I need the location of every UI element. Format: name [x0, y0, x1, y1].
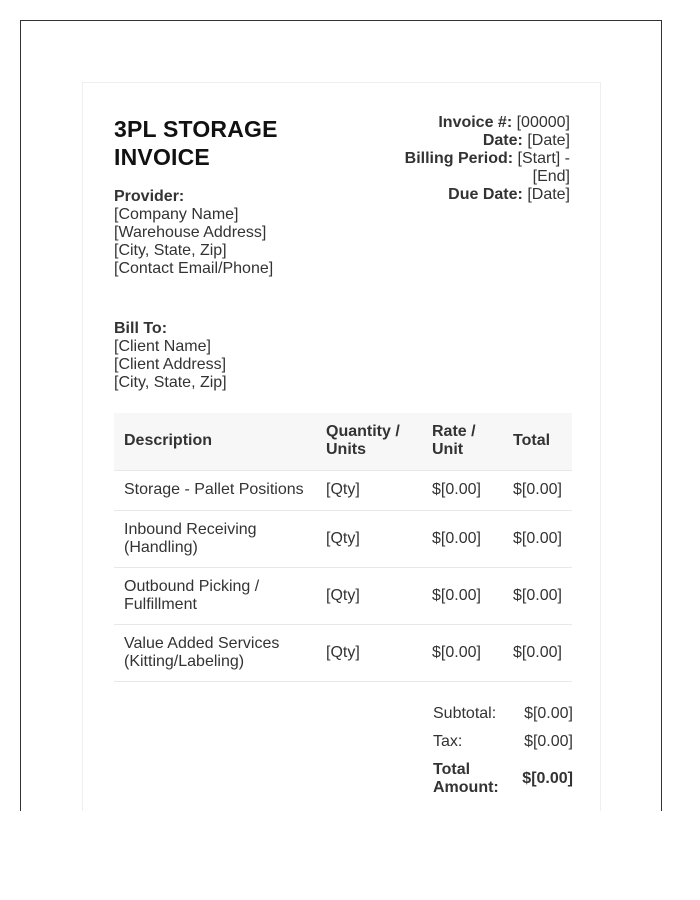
table-header	[114, 413, 572, 470]
table-body	[114, 470, 572, 681]
row-quantity: [Qty]	[316, 567, 422, 624]
client-name: [Client Name]	[114, 338, 211, 355]
row-total: $[0.00]	[503, 470, 572, 510]
total-amount-value: $[0.00]	[522, 770, 573, 787]
billing-period-label: Billing Period:	[404, 150, 514, 167]
invoice-date-line	[370, 132, 570, 150]
row-rate: $[0.00]	[422, 567, 503, 624]
row-description-line1: Value Added Services	[124, 634, 280, 652]
due-date-label: Due Date:	[448, 186, 523, 203]
invoice-title-line2: INVOICE	[114, 144, 210, 170]
table-header-row	[114, 413, 572, 470]
line-items-table	[114, 413, 572, 682]
row-description	[114, 510, 316, 567]
header-total: Total	[503, 413, 572, 470]
total-amount-label-line2: Amount:	[433, 779, 499, 796]
provider-contact: [Contact Email/Phone]	[114, 260, 274, 277]
invoice-meta	[370, 114, 570, 204]
table-row	[114, 470, 572, 510]
row-description-line1: Outbound Picking /	[124, 577, 260, 595]
row-total: $[0.00]	[503, 510, 572, 567]
total-amount-label-line1: Total	[433, 761, 471, 778]
header-rate-line2: Unit	[432, 441, 464, 459]
subtotal-value: $[0.00]	[524, 705, 573, 722]
provider-block	[114, 188, 273, 278]
provider-company-name: [Company Name]	[114, 206, 239, 223]
header-quantity	[316, 413, 422, 470]
row-description-line1: Storage - Pallet Positions	[124, 481, 304, 498]
bill-to-block	[114, 320, 227, 392]
provider-warehouse-address: [Warehouse Address]	[114, 224, 267, 241]
header-description: Description	[114, 413, 316, 470]
totals-block	[433, 705, 573, 797]
table-row	[114, 510, 572, 567]
header-quantity-line2: Units	[326, 441, 366, 459]
invoice-date-value: [Date]	[527, 132, 570, 149]
row-description-line2: Fulfillment	[124, 595, 197, 613]
invoice-number-line	[370, 114, 570, 132]
row-rate: $[0.00]	[422, 510, 503, 567]
billing-period-end: [End]	[532, 168, 570, 185]
row-rate: $[0.00]	[422, 470, 503, 510]
row-description-line2: (Handling)	[124, 538, 198, 556]
tax-value: $[0.00]	[524, 733, 573, 750]
row-description	[114, 567, 316, 624]
row-quantity: [Qty]	[316, 470, 422, 510]
page-frame	[20, 20, 662, 811]
due-date-line	[370, 186, 570, 204]
subtotal-row	[433, 705, 573, 723]
invoice-date-label: Date:	[482, 132, 523, 149]
row-description	[114, 624, 316, 681]
due-date-value: [Date]	[527, 186, 570, 203]
billing-period-line	[370, 150, 570, 168]
provider-city-state-zip: [City, State, Zip]	[114, 242, 227, 259]
header-rate-line1: Rate /	[432, 423, 476, 441]
total-amount-label	[433, 761, 503, 797]
row-total: $[0.00]	[503, 624, 572, 681]
row-description-line1: Inbound Receiving	[124, 520, 257, 538]
row-description	[114, 470, 316, 510]
total-amount-row	[433, 761, 573, 797]
header-quantity-line1: Quantity /	[326, 423, 400, 441]
row-quantity: [Qty]	[316, 510, 422, 567]
invoice-number-value: [00000]	[516, 114, 570, 131]
header-rate	[422, 413, 503, 470]
billing-period-start: [Start] -	[517, 150, 570, 167]
invoice-document	[82, 82, 601, 811]
tax-label: Tax:	[433, 733, 463, 750]
row-quantity: [Qty]	[316, 624, 422, 681]
table-row	[114, 567, 572, 624]
row-description-line2: (Kitting/Labeling)	[124, 652, 245, 670]
provider-heading: Provider:	[114, 188, 185, 205]
invoice-number-label: Invoice #:	[438, 114, 513, 131]
client-city-state-zip: [City, State, Zip]	[114, 374, 227, 391]
table-row	[114, 624, 572, 681]
tax-row	[433, 733, 573, 751]
subtotal-label: Subtotal:	[433, 705, 497, 722]
bill-to-heading: Bill To:	[114, 320, 168, 337]
invoice-title	[114, 115, 334, 171]
client-address: [Client Address]	[114, 356, 227, 373]
row-total: $[0.00]	[503, 567, 572, 624]
row-rate: $[0.00]	[422, 624, 503, 681]
invoice-title-line1: 3PL STORAGE	[114, 116, 278, 142]
billing-period-end-line	[370, 168, 570, 186]
